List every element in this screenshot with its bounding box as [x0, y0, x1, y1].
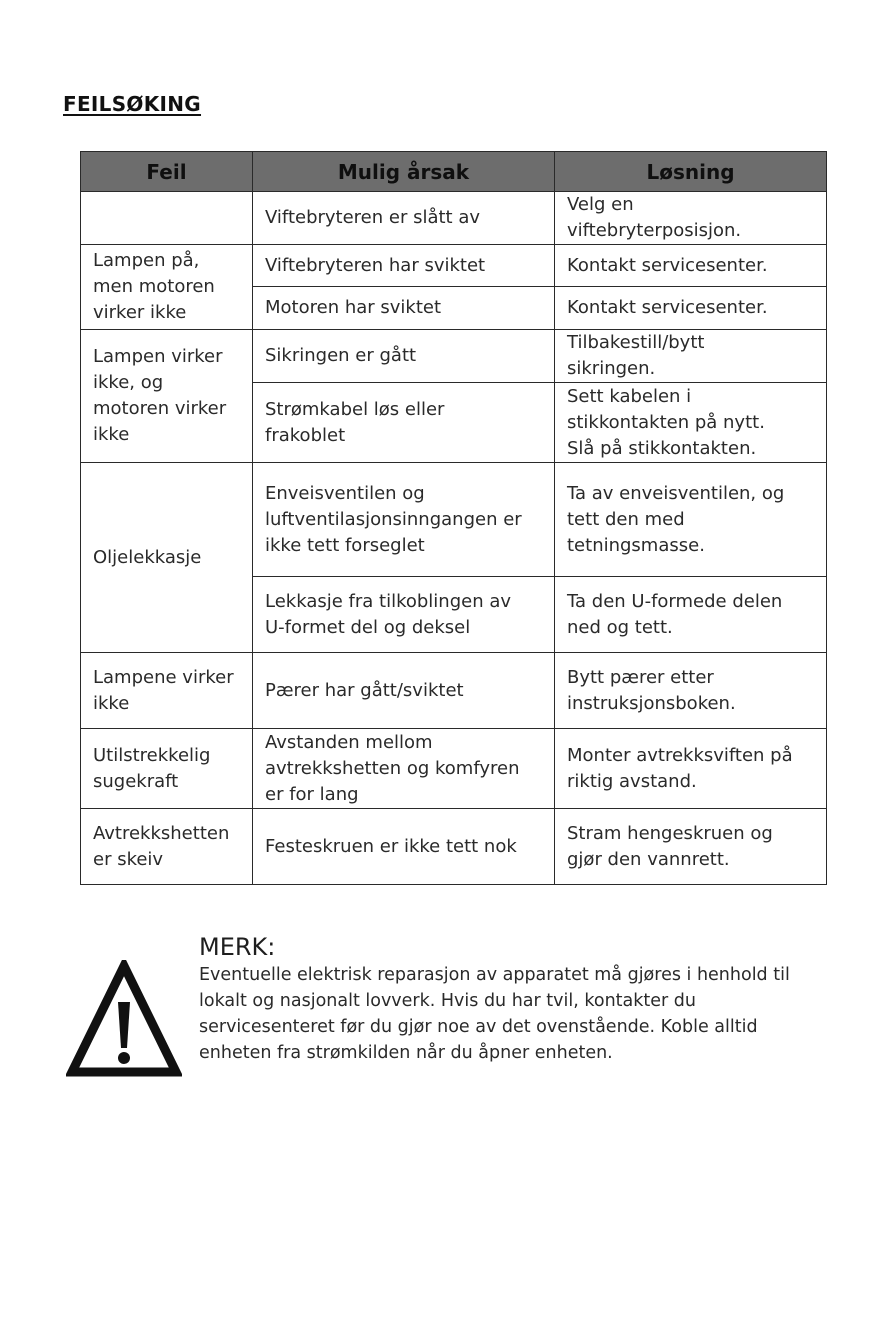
table-row [81, 192, 827, 245]
solution-cell: Tilbakestill/bytt sikringen. [555, 330, 827, 383]
fault-cell: Utilstrekkelig sugekraft [81, 729, 253, 809]
cause-cell: Viftebryteren er slått av [253, 192, 555, 245]
fault-cell: Lampene virker ikke [81, 653, 253, 729]
solution-cell: Velg en viftebryterposisjon. [555, 192, 827, 245]
fault-cell [81, 192, 253, 245]
note-title: MERK: [199, 933, 276, 961]
cause-cell: Motoren har sviktet [253, 287, 555, 330]
table-header-row [81, 152, 827, 192]
cause-cell: Avstanden mellom avtrekkshetten og komfyren er for lang [253, 729, 555, 809]
note-section [199, 932, 859, 1066]
table-row [81, 245, 827, 287]
cause-cell: Strømkabel løs eller frakoblet [253, 383, 555, 463]
header-solution: Løsning [555, 152, 827, 192]
table-row [81, 463, 827, 577]
header-fault: Feil [81, 152, 253, 192]
note-body: Eventuelle elektrisk reparasjon av apparatet må gjøres i henhold til lokalt og nasjonalt lovverk. Hvis du har tvil, kontakter du servicesenteret før du gjør noe av det ovenstående. Koble alltid enheten fra strømkilden når du åpner enheten. [199, 965, 790, 1063]
cause-cell: Viftebryteren har sviktet [253, 245, 555, 287]
solution-cell: Sett kabelen i stikkontakten på nytt. Slå på stikkontakten. [555, 383, 827, 463]
troubleshooting-table [80, 151, 827, 885]
table-row [81, 653, 827, 729]
solution-cell: Monter avtrekksviften på riktig avstand. [555, 729, 827, 809]
solution-cell: Kontakt servicesenter. [555, 287, 827, 330]
header-cause: Mulig årsak [253, 152, 555, 192]
cause-cell: Festeskruen er ikke tett nok [253, 809, 555, 885]
cause-cell: Sikringen er gått [253, 330, 555, 383]
fault-cell: Oljelekkasje [81, 463, 253, 653]
fault-cell: Lampen virker ikke, og motoren virker ikke [81, 330, 253, 463]
table-row [81, 330, 827, 383]
solution-cell: Ta av enveisventilen, og tett den med tetningsmasse. [555, 463, 827, 577]
table-row [81, 809, 827, 885]
page-heading: FEILSØKING [63, 92, 202, 116]
solution-cell: Stram hengeskruen og gjør den vannrett. [555, 809, 827, 885]
solution-cell: Ta den U-formede delen ned og tett. [555, 577, 827, 653]
cause-cell: Enveisventilen og luftventilasjonsinngangen er ikke tett forseglet [253, 463, 555, 577]
solution-cell: Kontakt servicesenter. [555, 245, 827, 287]
solution-cell: Bytt pærer etter instruksjonsboken. [555, 653, 827, 729]
warning-triangle-icon [66, 960, 182, 1078]
cause-cell: Lekkasje fra tilkoblingen av U-formet del og deksel [253, 577, 555, 653]
table-row [81, 729, 827, 809]
fault-cell: Lampen på, men motoren virker ikke [81, 245, 253, 330]
cause-cell: Pærer har gått/sviktet [253, 653, 555, 729]
fault-cell: Avtrekkshetten er skeiv [81, 809, 253, 885]
